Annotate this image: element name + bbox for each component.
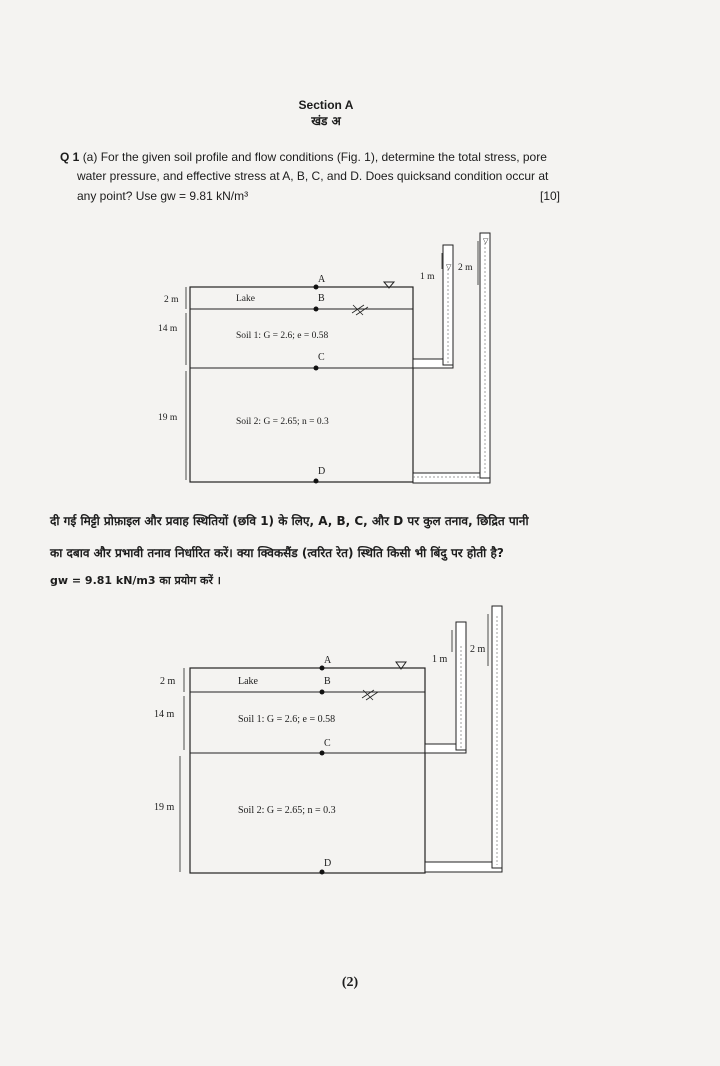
section-title: Section A	[298, 98, 354, 112]
point-d-dot	[314, 479, 319, 484]
page-number: (2)	[341, 975, 359, 990]
dim-19m: 19 m	[158, 413, 178, 423]
label-c-2: C	[324, 738, 331, 749]
container-outline-2	[190, 668, 425, 873]
dim-14m: 14 m	[158, 324, 178, 334]
soil-profile-figure-1	[150, 225, 510, 490]
dim-2m: 2 m	[164, 295, 179, 305]
question-marks: [10]	[540, 189, 561, 203]
label-soil1-2: Soil 1: G = 2.6; e = 0.58	[238, 714, 336, 725]
question-number: Q 1	[60, 150, 80, 164]
hindi-line-2: का दबाव और प्रभावी तनाव निर्धारित करें। क्या क्विकसैंड (त्वरित रेत) स्थिति किसी भी बिंदु पर होती है?	[50, 546, 504, 560]
section-title-hindi: खंड अ	[311, 114, 341, 128]
label-a-2: A	[324, 655, 332, 666]
flow-hatch	[352, 305, 368, 315]
point-c-dot	[314, 366, 319, 371]
dim-19m-2: 19 m	[154, 802, 175, 813]
label-lake: Lake	[236, 294, 255, 304]
dim-2m-2: 2 m	[160, 676, 176, 687]
label-lake-2: Lake	[238, 676, 258, 687]
hindi-line-1: दी गई मिट्टी प्रोफ़ाइल और प्रवाह स्थितियों (छवि 1) के लिए, A, B, C, और D पर कुल तनाव, छिद्रित पानी	[50, 514, 529, 528]
label-d-2: D	[324, 858, 332, 869]
label-soil2-2: Soil 2: G = 2.65; n = 0.3	[238, 805, 336, 816]
dim-1m-2: 1 m	[432, 654, 448, 665]
label-soil2: Soil 2: G = 2.65; n = 0.3	[236, 417, 329, 427]
label-a: A	[318, 274, 326, 285]
svg-text:▽: ▽	[446, 263, 452, 271]
point-a-dot	[314, 285, 319, 290]
dim-2m-tube: 2 m	[458, 263, 473, 273]
question-line-1	[60, 148, 580, 167]
dim-1m: 1 m	[420, 272, 435, 282]
label-c: C	[318, 352, 325, 363]
container-outline	[190, 287, 413, 482]
dim-2m-tube-2: 2 m	[470, 644, 486, 655]
question-line-2: water pressure, and effective stress at A, B, C, and D. Does quicksand condition occur at	[77, 169, 549, 183]
dim-14m-2: 14 m	[154, 709, 175, 720]
point-b-dot	[314, 307, 319, 312]
soil-profile-figure-2	[150, 600, 520, 885]
label-soil1: Soil 1: G = 2.6; e = 0.58	[236, 331, 329, 341]
question-text-1: (a) For the given soil profile and flow conditions (Fig. 1), determine the total stress, pore	[82, 150, 547, 164]
bottom-pipe	[413, 473, 490, 483]
label-b: B	[318, 293, 325, 304]
label-d: D	[318, 466, 326, 477]
question-line-3: any point? Use gw = 9.81 kN/m³	[77, 189, 249, 203]
svg-text:▽: ▽	[483, 237, 489, 245]
hindi-line-3: gw = 9.81 kN/m3 का प्रयोग करें ।	[50, 574, 221, 587]
label-b-2: B	[324, 676, 331, 687]
